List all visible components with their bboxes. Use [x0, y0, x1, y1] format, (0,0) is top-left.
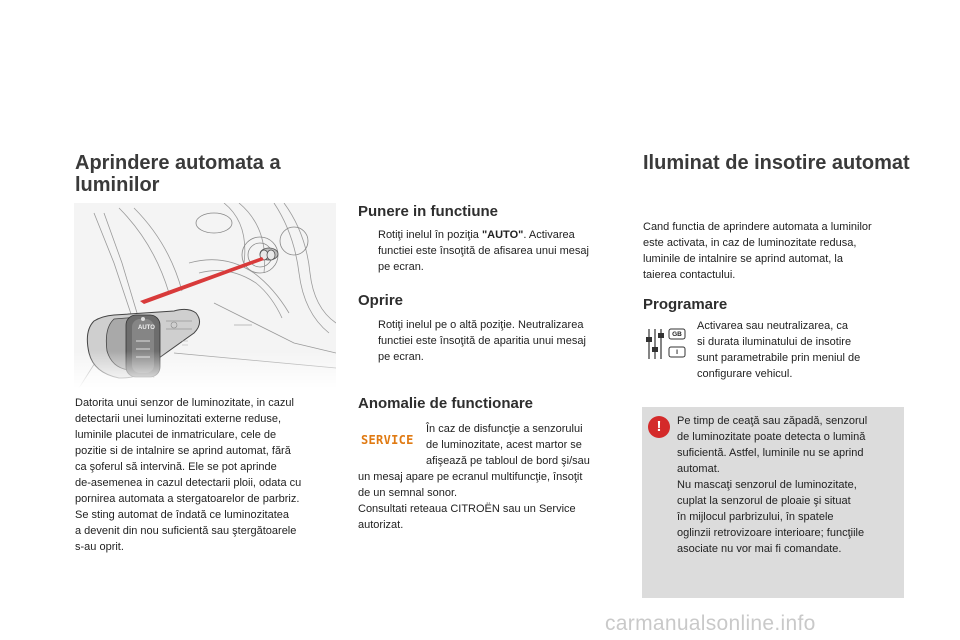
anomalie-side-text	[426, 421, 626, 469]
follow-me-intro	[643, 219, 913, 283]
text-span: Rotiţi inelul în poziţia	[378, 229, 482, 241]
text-line: Nu mascaţi senzorul de luminozitate,	[677, 479, 857, 491]
punere-heading: Punere in functiune	[358, 203, 499, 220]
text-line: Se sting automat de îndată ce luminozitatea	[75, 509, 290, 521]
text-line: de luminozitate, acest martor se	[426, 439, 582, 451]
language-badge-bottom: I	[676, 349, 678, 356]
text-line: Datorita unui senzor de luminozitate, in cazul	[75, 397, 294, 409]
auto-lights-description	[75, 395, 345, 555]
text-line: pozitie si de intalnire se aprind automat, fără	[75, 445, 291, 457]
text-line: autorizat.	[358, 519, 404, 531]
text-line: Rotiţi inelul pe o altă poziţie. Neutralizarea	[378, 319, 584, 331]
oprire-heading: Oprire	[358, 292, 404, 309]
section-heading-follow-me: Iluminat de insotire automat	[643, 152, 910, 174]
language-badge-top: GB	[672, 331, 682, 338]
text-line: pe ecran.	[378, 261, 424, 273]
oprire-paragraph	[358, 317, 628, 365]
punere-paragraph	[358, 227, 628, 275]
text-line: automat.	[677, 463, 720, 475]
text-line: de un semnal sonor.	[358, 487, 458, 499]
text-line: s-au oprit.	[75, 541, 124, 553]
text-line: ca şoferul să intervină. Ele se pot aprinde	[75, 461, 277, 473]
text-line: oglinzii retrovizoare interioare; funcţiile	[677, 527, 865, 539]
text-line: detectarii unei luminozitati externe reduse,	[75, 413, 282, 425]
text-line: de-asemenea in cazul detectarii ploii, odata cu	[75, 477, 302, 489]
text-line: taierea contactului.	[643, 269, 736, 281]
text-line: Consultati reteaua CITROËN sau un Service	[358, 503, 576, 515]
programare-heading: Programare	[643, 296, 728, 313]
watermark: carmanualsonline.info	[605, 612, 816, 635]
text-line: functiei este însoţită de afisarea unui mesaj	[378, 245, 589, 257]
settings-sliders-icon	[645, 327, 687, 361]
text-line: si durata iluminatului de insotire	[697, 336, 852, 348]
text-line: pe ecran.	[378, 351, 424, 363]
warning-icon: !	[648, 416, 670, 438]
bullet-icon	[358, 227, 370, 275]
heading-line: luminilor	[75, 174, 160, 196]
auto-position-label: "AUTO"	[481, 229, 524, 241]
text-line: în mijlocul parbrizului, în spatele	[677, 511, 834, 523]
anomalie-full-text	[358, 469, 628, 533]
text-line: de luminozitate poate detecta o lumină	[677, 431, 866, 443]
text-line: cuplat la senzorul de ploaie şi situat	[677, 495, 851, 507]
text-line: Pe timp de ceaţă sau zăpadă, senzorul	[677, 415, 868, 427]
service-warning-icon: SERVICE	[361, 433, 414, 447]
text-line: pornirea automata a stergatoarelor de parbriz.	[75, 493, 300, 505]
programare-text	[697, 318, 907, 382]
heading-line: Aprindere automata a	[75, 152, 281, 174]
text-line: Activarea sau neutralizarea, ca	[697, 320, 849, 332]
warning-text	[677, 413, 899, 557]
text-line: un mesaj apare pe ecranul multifuncţie, însoţit	[358, 471, 583, 483]
text-line: suficientă. Astfel, luminile nu se aprind	[677, 447, 864, 459]
text-line: sunt parametrabile prin meniul de	[697, 352, 861, 364]
text-line: afişează pe tabloul de bord şi/sau	[426, 455, 590, 467]
text-line: a devenit din nou suficientă sau ştergătoarele	[75, 525, 297, 537]
light-stalk-illustration	[74, 203, 336, 388]
text-line: functiei este însoţită de aparitia unui mesaj	[378, 335, 586, 347]
text-line: luminile placutei de inmatriculare, cele de	[75, 429, 277, 441]
bullet-icon	[358, 317, 370, 365]
text-span: . Activarea	[523, 229, 575, 241]
text-line: configurare vehicul.	[697, 368, 793, 380]
anomalie-heading: Anomalie de functionare	[358, 395, 534, 412]
text-line: asociate nu vor mai fi comandate.	[677, 543, 842, 555]
text-line: Cand functia de aprindere automata a luminilor	[643, 221, 872, 233]
text-line: În caz de disfuncţie a senzorului	[426, 423, 583, 435]
text-line: este activata, in caz de luminozitate redusa,	[643, 237, 857, 249]
text-line: luminile de intalnire se aprind automat, la	[643, 253, 843, 265]
section-heading-auto-lights	[75, 152, 281, 196]
